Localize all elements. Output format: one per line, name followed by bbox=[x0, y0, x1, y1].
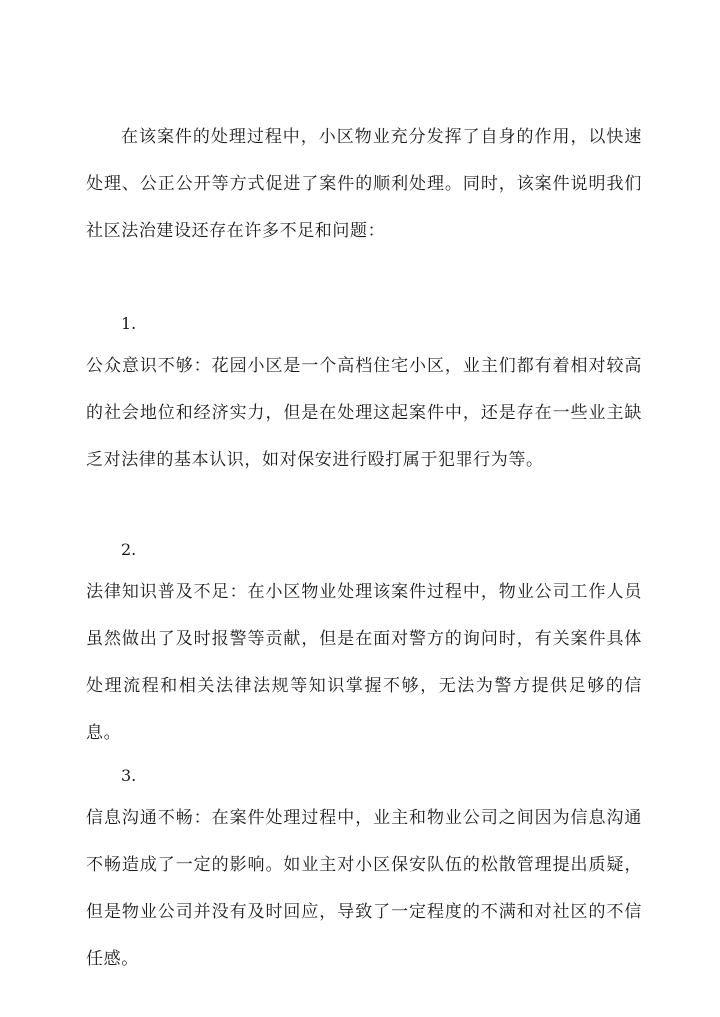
item-number-3: 3. bbox=[121, 766, 137, 785]
item-number-1: 1. bbox=[121, 314, 137, 333]
item-paragraph-1: 公众意识不够：花园小区是一个高档住宅小区，业主们都有着相对较高的社会地位和经济实力，但是在处理这起案件中，还是存在一些业主缺乏对法律的基本认识，如对保安进行殴打属于犯罪行为等。 bbox=[86, 356, 642, 470]
item-paragraph-2: 法律知识普及不足：在小区物业处理该案件过程中，物业公司工作人员虽然做出了及时报警等贡献，但是在面对警方的询问时，有关案件具体处理流程和相关法律法规等知识掌握不够，无法为警方提供足够的信息。 bbox=[86, 582, 642, 743]
item-paragraph-3: 信息沟通不畅：在案件处理过程中，业主和物业公司之间因为信息沟通不畅造成了一定的影响。如业主对小区保安队伍的松散管理提出质疑，但是物业公司并没有及时回应，导致了一定程度的不满和对社区的不信任感。 bbox=[86, 808, 642, 969]
intro-paragraph: 在该案件的处理过程中，小区物业充分发挥了自身的作用，以快速处理、公正公开等方式促进了案件的顺利处理。同时，该案件说明我们社区法治建设还存在许多不足和问题： bbox=[86, 127, 642, 241]
item-number-2: 2. bbox=[121, 540, 137, 559]
